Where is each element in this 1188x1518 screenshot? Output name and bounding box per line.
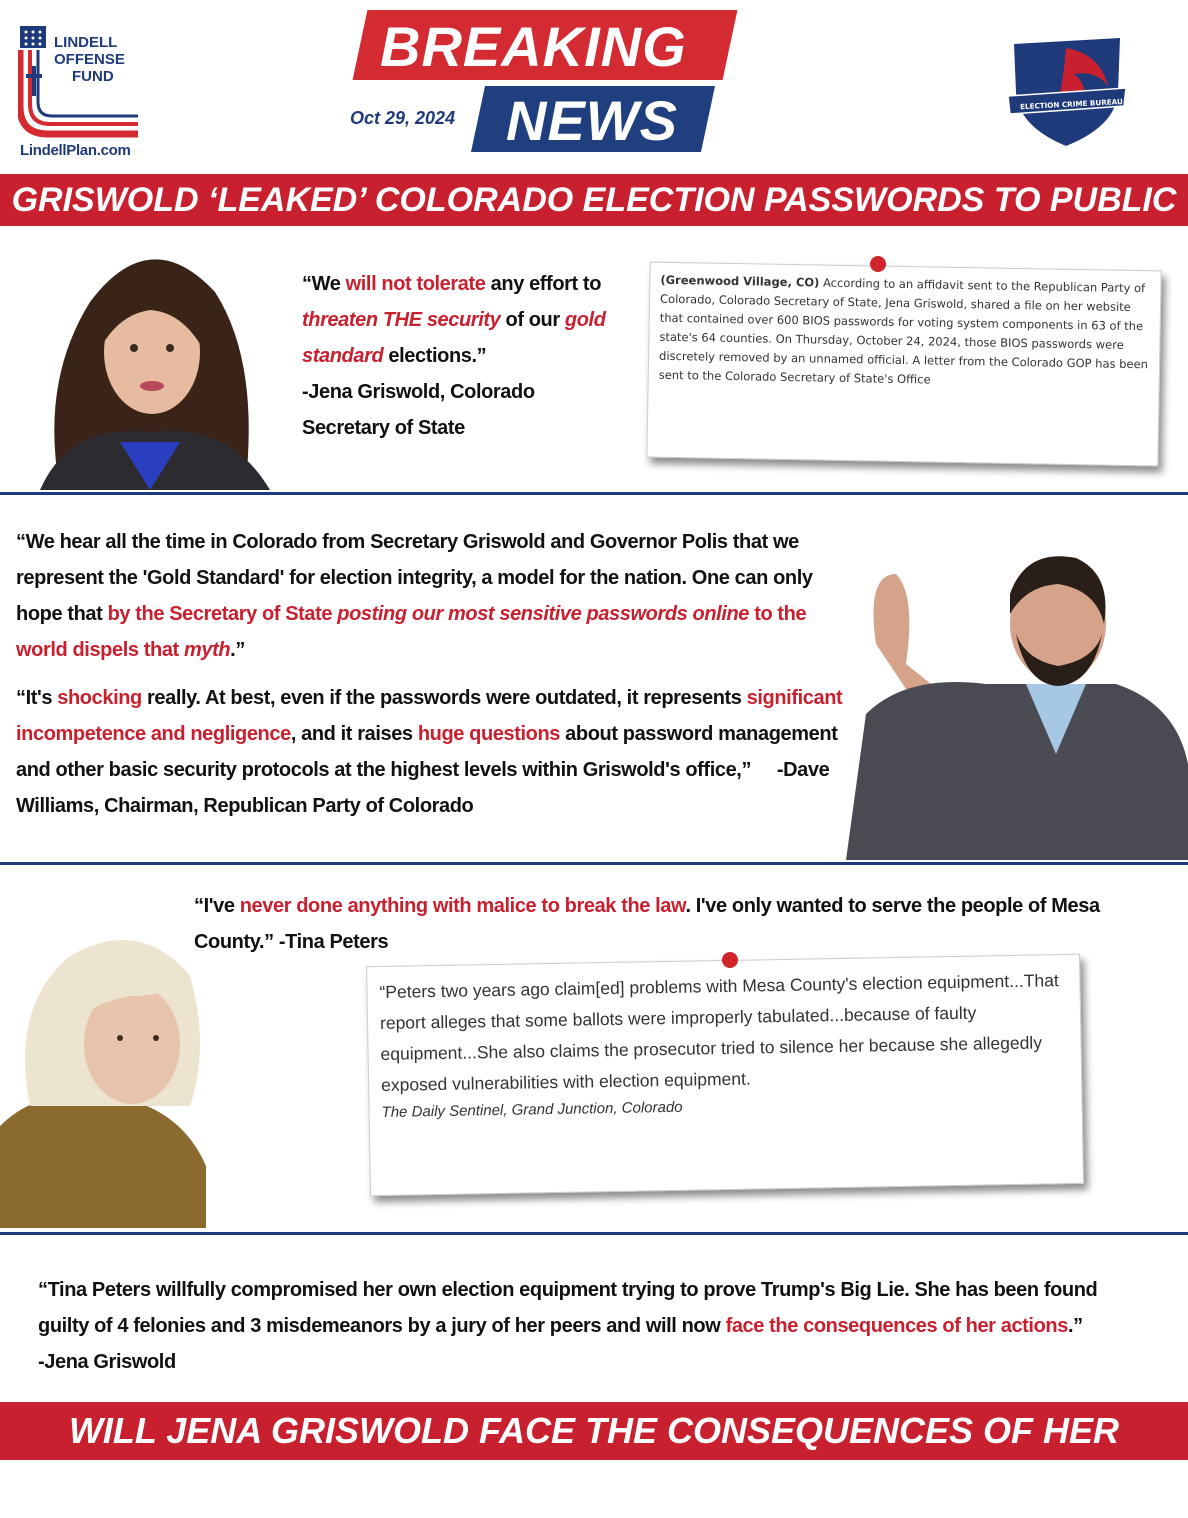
clip2-source: The Daily Sentinel, Grand Junction, Colorado <box>381 1098 683 1121</box>
q1-part1: “We <box>302 273 346 295</box>
pushpin-icon-2 <box>722 952 738 968</box>
q4-attrib: -Jena Griswold <box>38 1351 176 1373</box>
daily-sentinel-clipping <box>366 954 1084 1196</box>
badge-text: ELECTION CRIME BUREAU <box>1019 96 1124 112</box>
logo-line-1: LINDELL <box>54 34 118 51</box>
divider-2 <box>0 862 1188 865</box>
q2a-part1: “We hear all the time in Colorado from Secretary Griswold and Governor Polis that we represent the 'Gold Standard' for election integrity, a model for the nation. One can only hope that <box>16 531 813 625</box>
q1-red3: gold standard <box>302 309 606 367</box>
q2a-red2: posting our most sensitive passwords online <box>337 603 750 625</box>
griswold-attrib-line2: Secretary of State <box>302 417 465 439</box>
q1-part4: elections.” <box>383 345 487 367</box>
q1-red1: will not tolerate <box>345 273 486 295</box>
q2a-red4: myth <box>183 639 231 661</box>
q1-part2: any effort to <box>485 273 602 295</box>
lindell-logo-text <box>50 34 125 85</box>
q2b-red1: shocking <box>57 687 142 709</box>
q2b-red3: huge questions <box>417 723 561 745</box>
peters-quote <box>194 888 1124 960</box>
clip1-body: According to an affidavit sent to the Republican Party of Colorado, Colorado Secretary of State, Jena Griswold, shared a file on her website that contained over 600 BIOS passwords for voting system components in 63 of the state's 64 counties. On Thursday, October 24, 2024, those BIOS passwords were discretely removed by an unnamed official. A letter from the Colorado GOP has been sent to the Colorado Secretary of State's Office <box>658 275 1149 387</box>
q3-part2: . I've only wanted to serve the people of Mesa County.” -Tina Peters <box>194 895 1100 953</box>
griswold-quote <box>302 266 632 446</box>
jena-griswold-photo <box>0 232 310 490</box>
q2b-part2: really. At best, even if the passwords were outdated, it represents <box>141 687 747 709</box>
logo-url: LindellPlan.com <box>20 142 131 159</box>
q4-part2: .” <box>1067 1315 1083 1337</box>
griswold-attrib-line1: -Jena Griswold, Colorado <box>302 381 535 403</box>
q1-part3: of our <box>500 309 565 331</box>
q2b-part1: “It's <box>16 687 58 709</box>
q2b-part4: about password management and other basic security protocols at the highest levels within Griswold's office,” <box>16 723 838 781</box>
q2a-part2: .” <box>230 639 245 661</box>
headline-banner: GRISWOLD ‘LEAKED’ COLORADO ELECTION PASSWORDS TO PUBLIC <box>0 174 1188 226</box>
q2b-part3: , and it raises <box>290 723 418 745</box>
q2a-red1: by the Secretary of State <box>107 603 338 625</box>
williams-quote-2 <box>16 680 846 824</box>
q1-red2: threaten THE security <box>302 309 501 331</box>
divider-1 <box>0 492 1188 495</box>
pushpin-icon <box>870 256 886 272</box>
clip1-place: (Greenwood Village, CO) <box>660 272 820 290</box>
q3-part1: “I've <box>194 895 240 917</box>
election-crime-bureau-badge <box>1004 34 1130 150</box>
publish-date: Oct 29, 2024 <box>350 108 456 128</box>
q3-red1: never done anything with malice to break the law <box>239 895 686 917</box>
q2a-red3: to the world dispels that <box>16 603 807 661</box>
clip2-body: “Peters two years ago claim[ed] problems with Mesa County's election equipment...That report alleges that some ballots were improperly tabulated...because of faulty equipment...She also claims the prosecutor tried to silence her because she allegedly exposed vulnerabilities with election equipment. <box>379 970 1059 1096</box>
logo-line-3: FUND <box>72 68 114 85</box>
dave-williams-photo <box>846 534 1188 860</box>
affidavit-clipping <box>646 262 1161 467</box>
q4-part1: “Tina Peters willfully compromised her own election equipment trying to prove Trump's Big Lie. She has been found guilty of 4 felonies and 3 misdemeanors by a jury of her peers and will now <box>38 1279 1098 1337</box>
griswold-peters-quote <box>38 1272 1148 1380</box>
divider-3 <box>0 1232 1188 1235</box>
news-text: NEWS <box>506 89 678 152</box>
williams-attrib: -Dave Williams, Chairman, Republican Party of Colorado <box>16 759 830 817</box>
tina-peters-photo <box>0 906 206 1228</box>
q4-red1: face the consequences of her actions <box>725 1315 1068 1337</box>
logo-line-2: OFFENSE <box>54 51 125 68</box>
williams-quote-1 <box>16 524 846 668</box>
q2b-red2: significant incompetence and negligence <box>16 687 843 745</box>
breaking-text: BREAKING <box>380 15 687 78</box>
footer-banner: WILL JENA GRISWOLD FACE THE CONSEQUENCES OF HER ACTIONS? <box>0 1402 1188 1460</box>
